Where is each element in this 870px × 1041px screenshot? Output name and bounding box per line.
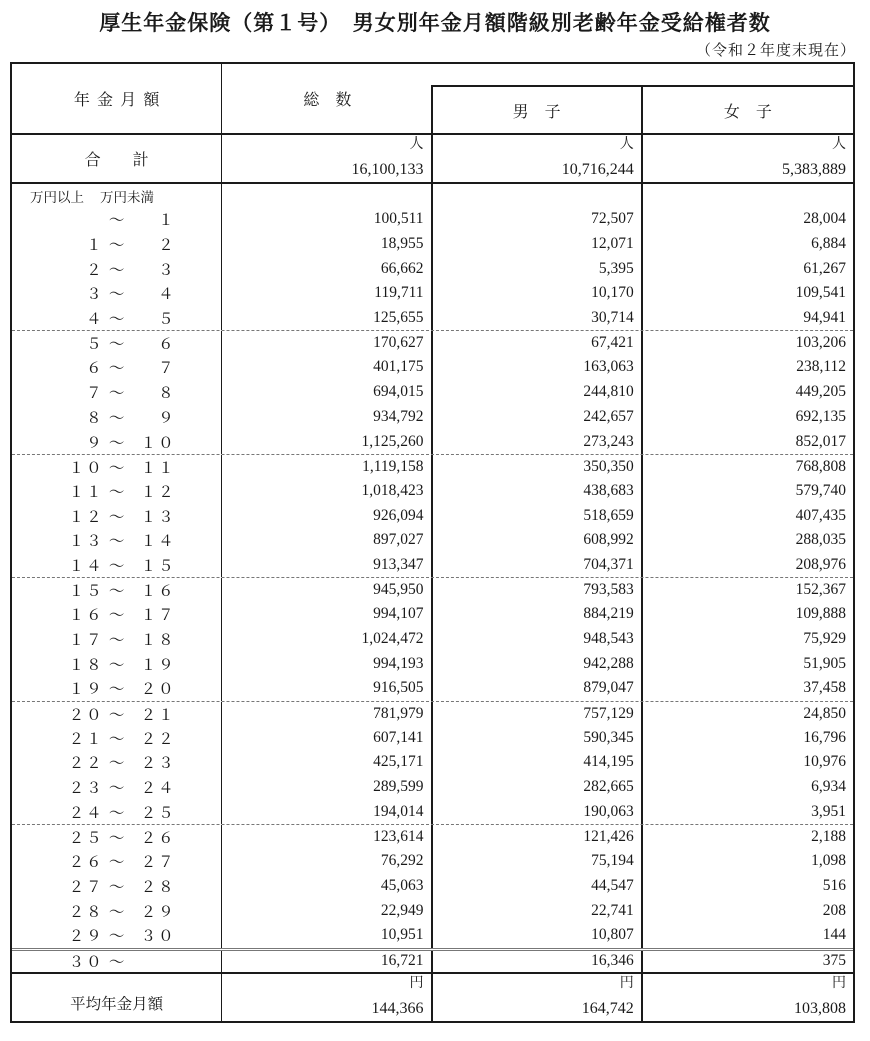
female-cell: 16,796	[803, 728, 846, 746]
total-cell: 781,979	[222, 702, 432, 726]
male-cell: 282,665	[433, 775, 643, 800]
tilde-glyph: ～	[108, 286, 125, 304]
table-row	[12, 725, 853, 750]
male-cell: 10,170	[433, 281, 643, 306]
range-cell	[12, 380, 222, 405]
unit-persons: 人	[832, 137, 846, 152]
range-upper: ２２	[140, 730, 176, 748]
range-upper: ６	[158, 336, 176, 354]
total-cell: 289,599	[222, 775, 432, 800]
table-row	[12, 503, 853, 528]
male-cell: 518,659	[433, 503, 643, 528]
range-cell	[12, 331, 222, 355]
total-cell: 1,024,472	[222, 627, 432, 652]
tilde-glyph: ～	[108, 928, 125, 946]
tilde-glyph: ～	[108, 557, 125, 575]
male-cell: 590,345	[433, 725, 643, 750]
range-upper: ２９	[140, 903, 176, 921]
range-cell	[12, 207, 222, 232]
range-lower: ２	[86, 261, 104, 279]
tilde-glyph: ～	[108, 311, 125, 329]
male-cell: 190,063	[433, 800, 643, 825]
range-upper: ３０	[140, 928, 176, 946]
range-cell	[12, 553, 222, 578]
col-header-range: 年金月額	[12, 64, 222, 133]
total-cell: 45,063	[222, 874, 432, 899]
range-lower: ２９	[68, 928, 104, 946]
tilde-glyph: ～	[108, 632, 125, 650]
total-cell: 100,511	[222, 207, 432, 232]
average-male-value: 164,742	[581, 1000, 634, 1018]
range-cell	[12, 849, 222, 874]
male-cell: 244,810	[433, 380, 643, 405]
range-cell	[12, 232, 222, 257]
gender-header-spacer	[433, 64, 854, 85]
range-lower: ３	[86, 286, 104, 304]
female-cell: 152,367	[795, 581, 846, 599]
range-cell	[12, 256, 222, 281]
male-cell: 942,288	[433, 651, 643, 676]
table-row	[12, 923, 853, 948]
average-total-cell	[222, 974, 432, 1021]
table-row	[12, 775, 853, 800]
tilde-glyph: ～	[108, 360, 125, 378]
range-note-cell	[12, 184, 222, 207]
tilde-glyph: ～	[108, 508, 125, 526]
tilde-glyph: ～	[108, 385, 125, 403]
tilde-glyph: ～	[108, 459, 125, 477]
female-cell: 579,740	[795, 481, 846, 499]
range-note-row	[12, 184, 853, 207]
female-cell: 109,888	[795, 605, 846, 623]
range-cell	[12, 306, 222, 331]
average-label: 平均年金月額	[12, 974, 222, 1021]
grand-total-total-cell	[222, 135, 432, 182]
table-row	[12, 651, 853, 676]
male-cell: 67,421	[433, 331, 643, 355]
male-cell: 75,194	[433, 849, 643, 874]
total-cell: 119,711	[222, 281, 432, 306]
grand-total-total-value: 16,100,133	[351, 161, 424, 178]
total-cell: 994,193	[222, 651, 432, 676]
tilde-glyph: ～	[108, 656, 125, 674]
female-cell: 288,035	[795, 531, 846, 549]
male-cell: 438,683	[433, 479, 643, 504]
range-lower: ２８	[68, 903, 104, 921]
male-cell: 242,657	[433, 405, 643, 430]
total-cell: 897,027	[222, 528, 432, 553]
range-cell	[12, 951, 222, 973]
range-cell	[12, 825, 222, 849]
range-cell	[12, 355, 222, 380]
table-row	[12, 948, 853, 973]
range-cell	[12, 725, 222, 750]
male-cell: 5,395	[433, 256, 643, 281]
range-cell	[12, 479, 222, 504]
range-cell	[12, 800, 222, 825]
grand-total-female-value: 5,383,889	[782, 161, 846, 178]
range-cell	[12, 602, 222, 627]
total-cell: 607,141	[222, 725, 432, 750]
total-cell: 18,955	[222, 232, 432, 257]
grand-total-row	[12, 135, 853, 184]
range-upper: １５	[140, 557, 176, 575]
range-lower: ８	[86, 409, 104, 427]
range-lower: ９	[86, 434, 104, 452]
total-cell: 934,792	[222, 405, 432, 430]
empty-cell	[222, 184, 432, 207]
range-cell	[12, 651, 222, 676]
range-lower: １２	[68, 508, 104, 526]
average-female-cell	[643, 974, 853, 1021]
col-header-female: 女 子	[723, 103, 772, 121]
range-lower: ６	[86, 360, 104, 378]
tilde-glyph: ～	[108, 583, 125, 601]
tilde-glyph: ～	[108, 903, 125, 921]
range-lower: ２６	[68, 854, 104, 872]
table-row	[12, 528, 853, 553]
female-cell: 375	[822, 952, 846, 970]
range-cell	[12, 898, 222, 923]
tilde-glyph: ～	[108, 237, 125, 255]
unit-yen: 円	[832, 976, 846, 992]
table-row	[12, 454, 853, 479]
as-of-note: （令和２年度末現在）	[695, 43, 856, 59]
gender-header-group	[433, 64, 854, 133]
table-row	[12, 701, 853, 726]
range-lower: １６	[68, 607, 104, 625]
female-cell: 94,941	[803, 309, 846, 327]
table-row	[12, 553, 853, 578]
table-row	[12, 898, 853, 923]
female-cell: 109,541	[795, 284, 846, 302]
page-title: 厚生年金保険（第１号） 男女別年金月額階級別老齢年金受給権者数	[99, 12, 771, 35]
range-cell	[12, 750, 222, 775]
female-cell: 6,884	[811, 235, 846, 253]
tilde-glyph: ～	[108, 261, 125, 279]
male-cell: 948,543	[433, 627, 643, 652]
range-cell	[12, 676, 222, 701]
total-cell: 1,018,423	[222, 479, 432, 504]
table-row	[12, 800, 853, 825]
average-row	[12, 972, 853, 1021]
range-upper: ２４	[140, 780, 176, 798]
tilde-glyph: ～	[108, 878, 125, 896]
range-lower: ２５	[68, 830, 104, 848]
male-cell: 72,507	[433, 207, 643, 232]
table-row	[12, 676, 853, 701]
range-upper: ２３	[140, 755, 176, 773]
tilde-glyph: ～	[108, 681, 125, 699]
range-upper: ３	[158, 261, 176, 279]
total-cell: 916,505	[222, 676, 432, 701]
female-cell: 852,017	[795, 432, 846, 450]
unit-persons: 人	[619, 137, 634, 152]
tilde-glyph: ～	[108, 434, 125, 452]
range-lower: １	[86, 237, 104, 255]
tilde-glyph: ～	[108, 854, 125, 872]
empty-cell	[643, 184, 853, 207]
range-upper: ２５	[140, 804, 176, 822]
male-cell: 884,219	[433, 602, 643, 627]
table-row	[12, 306, 853, 331]
range-lower: １０	[68, 459, 104, 477]
male-cell: 22,741	[433, 898, 643, 923]
unit-yen: 円	[409, 976, 424, 992]
gender-header-box	[431, 85, 854, 133]
range-cell	[12, 702, 222, 726]
table-row	[12, 602, 853, 627]
range-upper: ２７	[140, 854, 176, 872]
average-female-value: 103,808	[794, 1000, 846, 1018]
female-cell: 449,205	[795, 383, 846, 401]
table-row	[12, 874, 853, 899]
total-cell: 401,175	[222, 355, 432, 380]
range-upper: ２０	[140, 681, 176, 699]
range-upper: １３	[140, 508, 176, 526]
tilde-glyph: ～	[108, 607, 125, 625]
total-cell: 123,614	[222, 825, 432, 849]
male-cell: 163,063	[433, 355, 643, 380]
grand-total-male-cell	[433, 135, 643, 182]
table-row	[12, 429, 853, 454]
range-cell	[12, 281, 222, 306]
grand-total-male-value: 10,716,244	[561, 161, 634, 178]
range-lower: ２０	[68, 706, 104, 724]
tilde-glyph: ～	[108, 730, 125, 748]
range-lower: １５	[68, 583, 104, 601]
range-note-lower: 万円以上	[30, 189, 84, 205]
male-cell: 608,992	[433, 528, 643, 553]
female-cell: 208,976	[795, 555, 846, 573]
unit-persons: 人	[409, 137, 424, 152]
range-cell	[12, 528, 222, 553]
female-cell: 28,004	[803, 210, 846, 228]
empty-cell	[433, 184, 643, 207]
male-cell: 16,346	[433, 951, 643, 973]
male-cell: 793,583	[433, 578, 643, 602]
range-upper: １１	[140, 459, 176, 477]
table-row	[12, 627, 853, 652]
tilde-glyph: ～	[108, 212, 125, 230]
total-cell: 16,721	[222, 951, 432, 973]
tilde-glyph: ～	[108, 336, 125, 354]
male-cell: 10,807	[433, 923, 643, 948]
table-row	[12, 207, 853, 232]
range-cell	[12, 455, 222, 479]
total-cell: 170,627	[222, 331, 432, 355]
range-lower: ２７	[68, 878, 104, 896]
range-cell	[12, 503, 222, 528]
male-cell: 704,371	[433, 553, 643, 578]
range-upper: ８	[158, 385, 176, 403]
table-row	[12, 380, 853, 405]
range-lower: １９	[68, 681, 104, 699]
range-lower: ２１	[68, 730, 104, 748]
range-cell	[12, 429, 222, 454]
average-male-cell	[433, 974, 643, 1021]
range-lower: ５	[86, 336, 104, 354]
pension-table	[10, 62, 855, 1023]
female-cell: 75,929	[803, 630, 846, 648]
range-lower: ２４	[68, 804, 104, 822]
table-body	[12, 184, 853, 972]
range-lower: ２３	[68, 780, 104, 798]
total-cell: 913,347	[222, 553, 432, 578]
female-cell: 238,112	[796, 358, 846, 376]
female-cell: 37,458	[803, 679, 846, 697]
total-cell: 994,107	[222, 602, 432, 627]
total-cell: 1,125,260	[222, 429, 432, 454]
range-upper: ７	[158, 360, 176, 378]
range-upper: ５	[158, 311, 176, 329]
female-cell: 1,098	[811, 852, 846, 870]
female-cell: 6,934	[811, 778, 846, 796]
table-row	[12, 824, 853, 849]
tilde-glyph: ～	[108, 533, 125, 551]
tilde-glyph: ～	[108, 409, 125, 427]
total-cell: 694,015	[222, 380, 432, 405]
female-cell: 768,808	[795, 457, 846, 475]
total-cell: 194,014	[222, 800, 432, 825]
range-cell	[12, 775, 222, 800]
range-cell	[12, 923, 222, 948]
total-cell: 10,951	[222, 923, 432, 948]
male-cell: 414,195	[433, 750, 643, 775]
range-lower: １１	[68, 483, 104, 501]
male-cell: 350,350	[433, 455, 643, 479]
tilde-glyph: ～	[108, 830, 125, 848]
total-cell: 926,094	[222, 503, 432, 528]
male-cell: 273,243	[433, 429, 643, 454]
table-row	[12, 849, 853, 874]
range-lower: １４	[68, 557, 104, 575]
female-cell: 144	[822, 926, 846, 944]
female-cell: 407,435	[795, 506, 846, 524]
table-row	[12, 256, 853, 281]
range-lower: ４	[86, 311, 104, 329]
range-upper: ２	[158, 237, 176, 255]
range-upper: ９	[158, 409, 176, 427]
tilde-glyph: ～	[108, 804, 125, 822]
male-cell: 12,071	[433, 232, 643, 257]
range-upper: ２８	[140, 878, 176, 896]
tilde-glyph: ～	[108, 755, 125, 773]
total-cell: 945,950	[222, 578, 432, 602]
table-row	[12, 330, 853, 355]
table-header	[12, 64, 853, 135]
grand-total-label: 合 計	[12, 135, 222, 182]
total-cell: 125,655	[222, 306, 432, 331]
table-row	[12, 479, 853, 504]
range-lower: １８	[68, 656, 104, 674]
range-cell	[12, 627, 222, 652]
male-cell: 121,426	[433, 825, 643, 849]
female-cell: 51,905	[803, 654, 846, 672]
table-row	[12, 577, 853, 602]
range-cell	[12, 874, 222, 899]
range-lower: ７	[86, 385, 104, 403]
tilde-glyph: ～	[108, 954, 125, 972]
range-note-upper: 万円未満	[100, 189, 154, 205]
male-cell: 879,047	[433, 676, 643, 701]
female-cell: 3,951	[811, 802, 846, 820]
female-cell: 10,976	[803, 753, 846, 771]
male-cell: 757,129	[433, 702, 643, 726]
tilde-glyph: ～	[108, 780, 125, 798]
range-upper: ４	[158, 286, 176, 304]
table-row	[12, 750, 853, 775]
total-cell: 425,171	[222, 750, 432, 775]
table-row	[12, 232, 853, 257]
range-lower: ２２	[68, 755, 104, 773]
range-upper: １０	[140, 434, 176, 452]
range-upper: １８	[140, 632, 176, 650]
male-cell: 44,547	[433, 874, 643, 899]
col-header-total: 総 数	[303, 92, 352, 109]
range-upper: １２	[140, 483, 176, 501]
male-cell: 30,714	[433, 306, 643, 331]
female-cell: 516	[822, 876, 846, 894]
col-header-male: 男 子	[433, 87, 643, 133]
female-cell: 692,135	[795, 407, 846, 425]
female-cell: 103,206	[795, 334, 846, 352]
female-cell: 208	[822, 901, 846, 919]
range-upper: １９	[140, 656, 176, 674]
average-total-value: 144,366	[371, 1000, 424, 1018]
total-cell: 22,949	[222, 898, 432, 923]
table-row	[12, 355, 853, 380]
female-cell: 2,188	[811, 828, 846, 846]
range-upper: １	[158, 212, 176, 230]
grand-total-female-cell	[643, 135, 853, 182]
tilde-glyph: ～	[108, 706, 125, 724]
range-upper: １６	[140, 583, 176, 601]
table-row	[12, 405, 853, 430]
table-row	[12, 281, 853, 306]
unit-yen: 円	[619, 976, 634, 992]
range-upper: １４	[140, 533, 176, 551]
total-cell: 76,292	[222, 849, 432, 874]
range-cell	[12, 405, 222, 430]
range-lower: ３０	[68, 954, 104, 972]
tilde-glyph: ～	[108, 483, 125, 501]
range-upper: ２１	[140, 706, 176, 724]
range-lower: １３	[68, 533, 104, 551]
total-cell: 66,662	[222, 256, 432, 281]
female-cell: 24,850	[803, 704, 846, 722]
female-cell: 61,267	[803, 259, 846, 277]
range-lower: １７	[68, 632, 104, 650]
range-upper: １７	[140, 607, 176, 625]
range-upper: ２６	[140, 830, 176, 848]
total-cell: 1,119,158	[222, 455, 432, 479]
range-cell	[12, 578, 222, 602]
